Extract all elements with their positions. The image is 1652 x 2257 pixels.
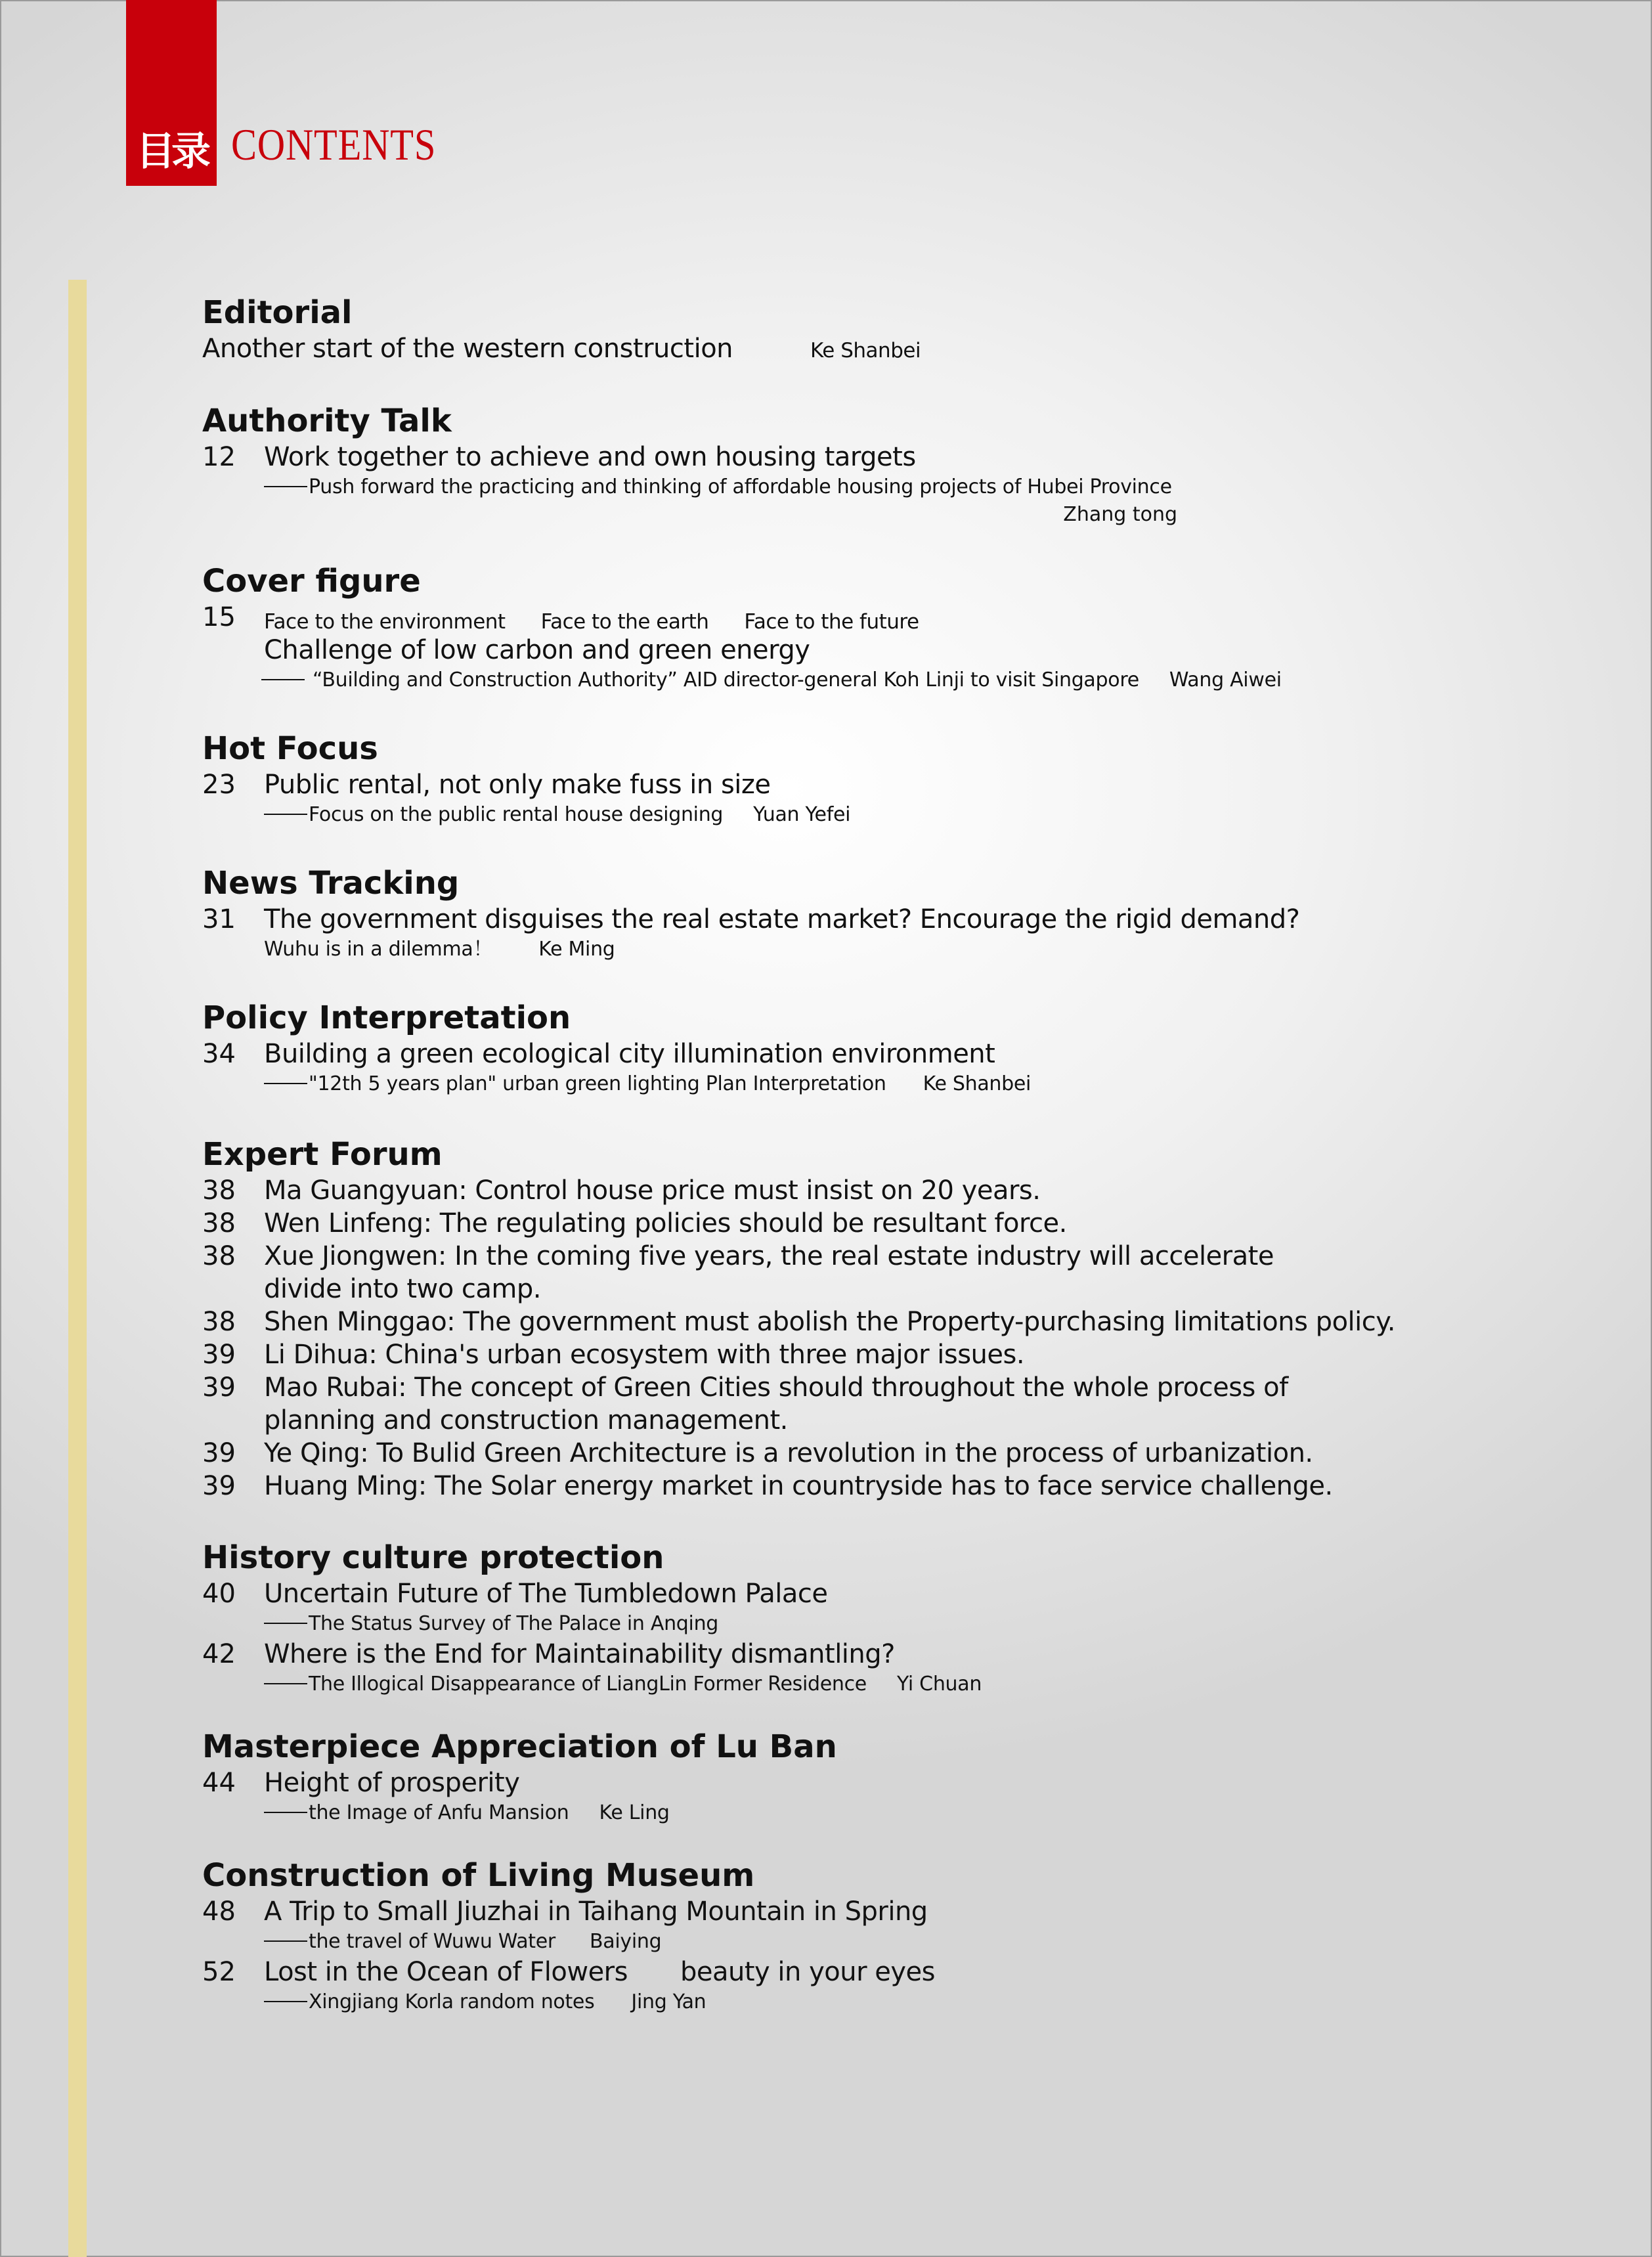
article-title: Challenge of low carbon and green energy xyxy=(264,635,810,665)
article-author: Ke Shanbei xyxy=(810,339,921,362)
section-history-culture xyxy=(202,1538,1384,1698)
article-line[interactable] xyxy=(202,332,1384,365)
section-authority-talk xyxy=(202,401,1384,529)
page-number: 38 xyxy=(202,1208,236,1238)
article-line[interactable] xyxy=(202,1766,1384,1799)
article-title: The government disguises the real estate market? Encourage the rigid demand? xyxy=(264,904,1300,934)
section-cover-figure xyxy=(202,561,1384,694)
article-title: Work together to achieve and own housing targets xyxy=(264,442,916,472)
page-number: 39 xyxy=(202,1340,236,1370)
section-policy-interpretation xyxy=(202,998,1384,1098)
section-expert-forum xyxy=(202,1135,1395,1502)
article-line[interactable] xyxy=(202,1956,1384,1988)
article-line[interactable] xyxy=(202,1038,1384,1070)
article-subtitle: Xingjiang Korla random notes Jing Yan xyxy=(202,1988,1384,2016)
article-subtitle: Wuhu is in a dilemma！ Ke Ming xyxy=(264,938,615,961)
article-title: Shen Minggao: The government must abolish the Property-purchasing limitations policy. xyxy=(264,1307,1395,1337)
page-number: 38 xyxy=(202,1241,236,1271)
article-title: Where is the End for Maintainability dismantling? xyxy=(264,1639,895,1669)
section-title: Expert Forum xyxy=(202,1136,443,1173)
section-news-tracking xyxy=(202,864,1384,963)
article-line[interactable] xyxy=(202,1207,1384,1240)
page-number: 34 xyxy=(202,1039,236,1069)
article-title: A Trip to Small Jiuzhai in Taihang Mountain in Spring xyxy=(264,1896,928,1927)
page-number: 38 xyxy=(202,1307,236,1337)
page-number: 12 xyxy=(202,442,236,472)
contents-heading: CONTENTS xyxy=(231,120,437,169)
article-subtitle: “Building and Construction Authority” AID director-general Koh Linji to visit Singapore Wang Aiwei xyxy=(202,667,1384,694)
article-line[interactable] xyxy=(202,903,1384,936)
article-author: Yuan Yefei xyxy=(753,803,851,826)
section-title: Policy Interpretation xyxy=(202,999,571,1036)
article-title: Wen Linfeng: The regulating policies should be resultant force. xyxy=(264,1208,1067,1238)
cover-tag: Face to the earth xyxy=(540,610,709,634)
article-line[interactable] xyxy=(202,441,1384,473)
page-number: 39 xyxy=(202,1372,236,1403)
cover-tag: Face to the environment xyxy=(264,610,506,634)
article-title: Ye Qing: To Bulid Green Architecture is a revolution in the process of urbanization. xyxy=(264,1438,1313,1468)
section-title: Construction of Living Museum xyxy=(202,1857,755,1894)
page-number: 31 xyxy=(202,904,236,934)
article-subtitle: The Status Survey of The Palace in Anqing xyxy=(202,1610,1384,1638)
article-line[interactable] xyxy=(202,1638,1384,1671)
section-title: News Tracking xyxy=(202,865,460,902)
article-title: Lost in the Ocean of Flowers beauty in your eyes xyxy=(264,1957,935,1987)
section-title: Editorial xyxy=(202,294,353,331)
article-line[interactable] xyxy=(202,1437,1384,1470)
article-author: Ke Ming xyxy=(538,938,615,961)
article-author: Wang Aiwei xyxy=(1169,668,1282,691)
section-masterpiece-lu-ban xyxy=(202,1727,1384,1827)
page-number: 39 xyxy=(202,1471,236,1501)
mulu-label: 目录 xyxy=(136,129,207,175)
article-line[interactable] xyxy=(202,1371,1384,1437)
article-subtitle: Push forward the practicing and thinking of affordable housing projects of Hubei Province xyxy=(202,473,1384,501)
article-line[interactable] xyxy=(202,1577,1384,1610)
article-title: Huang Ming: The Solar energy market in countryside has to face service challenge. xyxy=(264,1471,1333,1501)
article-author: Baiying xyxy=(589,1930,662,1953)
cover-tag: Face to the future xyxy=(744,610,919,634)
page-number: 23 xyxy=(202,770,236,800)
section-title: Masterpiece Appreciation of Lu Ban xyxy=(202,1728,837,1765)
article-author: Zhang tong xyxy=(1063,503,1177,526)
article-line[interactable] xyxy=(202,1338,1384,1371)
section-living-museum xyxy=(202,1856,1384,2016)
article-author: Yi Chuan xyxy=(896,1673,982,1696)
page-number: 15 xyxy=(202,602,236,632)
article-subtitle: The Illogical Disappearance of LiangLin Former Residence Yi Chuan xyxy=(202,1671,1384,1698)
page-number: 48 xyxy=(202,1896,236,1927)
article-title: Xue Jiongwen: In the coming five years, the real estate industry will accelerate divide into two camp. xyxy=(264,1241,1274,1304)
section-title: Authority Talk xyxy=(202,403,452,439)
article-subtitle: the Image of Anfu Mansion Ke Ling xyxy=(202,1799,1384,1827)
article-line[interactable] xyxy=(202,1174,1384,1207)
contents-red-tab xyxy=(126,0,217,186)
cover-tags-line[interactable] xyxy=(202,601,1384,634)
article-subtitle: the travel of Wuwu Water Baiying xyxy=(202,1928,1384,1956)
page-number: 44 xyxy=(202,1768,236,1798)
page-number: 52 xyxy=(202,1957,236,1987)
page-number: 42 xyxy=(202,1639,236,1669)
article-line[interactable] xyxy=(202,768,1384,801)
article-title: Building a green ecological city illumination environment xyxy=(264,1039,995,1069)
article-title: Uncertain Future of The Tumbledown Palace xyxy=(264,1579,828,1609)
article-title: Public rental, not only make fuss in size xyxy=(264,770,771,800)
section-title: History culture protection xyxy=(202,1539,664,1576)
page-number: 40 xyxy=(202,1579,236,1609)
page-number: 38 xyxy=(202,1175,236,1206)
article-title: Li Dihua: China's urban ecosystem with three major issues. xyxy=(264,1340,1025,1370)
article-author: Ke Shanbei xyxy=(923,1072,1032,1095)
page-number: 39 xyxy=(202,1438,236,1468)
article-author: Ke Ling xyxy=(599,1801,670,1824)
article-subtitle: "12th 5 years plan" urban green lighting Plan Interpretation Ke Shanbei xyxy=(202,1070,1384,1098)
side-decor-bar xyxy=(68,280,87,2257)
article-subtitle: Focus on the public rental house designing Yuan Yefei xyxy=(202,801,1384,829)
article-line[interactable] xyxy=(202,1470,1384,1502)
section-title: Hot Focus xyxy=(202,730,378,767)
article-line[interactable] xyxy=(202,1895,1384,1928)
article-title: Mao Rubai: The concept of Green Cities should throughout the whole process of planning and construction management. xyxy=(264,1372,1288,1435)
article-title: Ma Guangyuan: Control house price must insist on 20 years. xyxy=(264,1175,1041,1206)
article-title: Height of prosperity xyxy=(264,1768,520,1798)
section-title: Cover figure xyxy=(202,563,421,600)
article-line[interactable] xyxy=(202,1305,1395,1338)
article-line[interactable] xyxy=(202,634,1384,667)
section-editorial xyxy=(202,293,1384,365)
section-hot-focus xyxy=(202,729,1384,829)
article-title: Another start of the western construction Ke Shanbei xyxy=(202,334,921,364)
article-line[interactable] xyxy=(202,1240,1384,1305)
article-author: Jing Yan xyxy=(631,1990,706,2013)
